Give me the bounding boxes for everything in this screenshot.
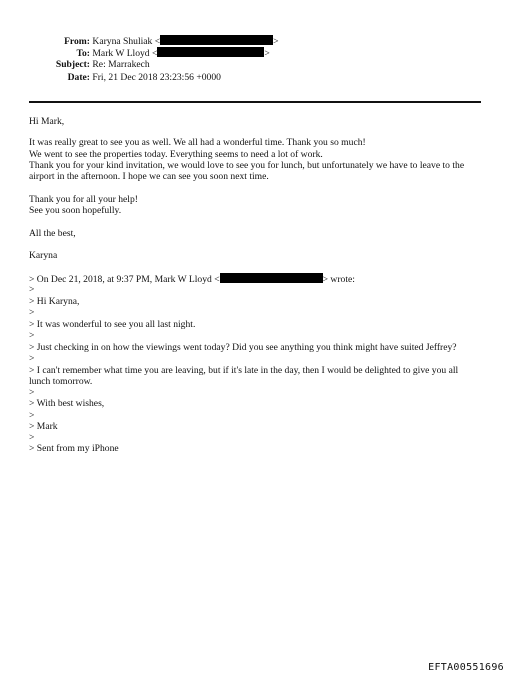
- quote-marker: >: [29, 284, 35, 295]
- quote-marker: >: [29, 307, 35, 318]
- greeting: Hi Mark,: [29, 116, 65, 127]
- redaction-box: [160, 35, 273, 45]
- quoted-line: > It was wonderful to see you all last night.: [29, 319, 196, 330]
- body-line: airport in the afternoon. I hope we can see you soon next time.: [29, 171, 269, 182]
- from-label: From:: [64, 36, 90, 47]
- subject-row: [40, 59, 150, 71]
- closing: All the best,: [29, 228, 76, 239]
- quoted-intro-prefix: > On Dec 21, 2018, at 9:37 PM, Mark W Lloyd <: [29, 274, 220, 285]
- quote-marker: >: [29, 410, 35, 421]
- body-line: Thank you for your kind invitation, we would love to see you for lunch, but unfortunately we have to leave to the: [29, 160, 465, 171]
- header-divider: [29, 101, 481, 103]
- to-label: To:: [76, 48, 90, 59]
- quote-marker: >: [29, 353, 35, 364]
- quoted-intro: [29, 273, 355, 285]
- document-id: EFTA00551696: [428, 662, 504, 673]
- quote-marker: >: [29, 387, 35, 398]
- quoted-intro-suffix: > wrote:: [322, 274, 355, 285]
- signature: Karyna: [29, 250, 58, 261]
- redaction-box: [157, 47, 264, 57]
- subject-value: Re: Marrakech: [92, 59, 150, 70]
- body-line: Thank you for all your help!: [29, 194, 138, 205]
- quoted-line: > Mark: [29, 421, 58, 432]
- body-line: See you soon hopefully.: [29, 205, 122, 216]
- redaction-box: [220, 273, 323, 283]
- from-value: Karyna Shuliak <: [92, 36, 161, 47]
- body-line: It was really great to see you as well. We all had a wonderful time. Thank you so much!: [29, 137, 366, 148]
- quoted-line: > Hi Karyna,: [29, 296, 80, 307]
- date-label: Date:: [67, 72, 90, 83]
- quoted-line: > Sent from my iPhone: [29, 443, 119, 454]
- quote-marker: >: [29, 330, 35, 341]
- date-row: [40, 72, 221, 84]
- quote-marker: >: [29, 432, 35, 443]
- quoted-line: > Just checking in on how the viewings went today? Did you see anything you think might have suited Jeffrey?: [29, 342, 457, 353]
- body-line: We went to see the properties today. Everything seems to need a lot of work.: [29, 149, 323, 160]
- date-value: Fri, 21 Dec 2018 23:23:56 +0000: [92, 72, 221, 83]
- quoted-line: lunch tomorrow.: [29, 376, 93, 387]
- to-value: Mark W Lloyd <: [92, 48, 158, 59]
- subject-label: Subject:: [55, 59, 90, 70]
- to-close: >: [264, 48, 270, 59]
- quoted-line: > I can't remember what time you are leaving, but if it's late in the day, then I would be delighted to give you all: [29, 365, 459, 376]
- quoted-line: > With best wishes,: [29, 398, 105, 409]
- from-close: >: [273, 36, 279, 47]
